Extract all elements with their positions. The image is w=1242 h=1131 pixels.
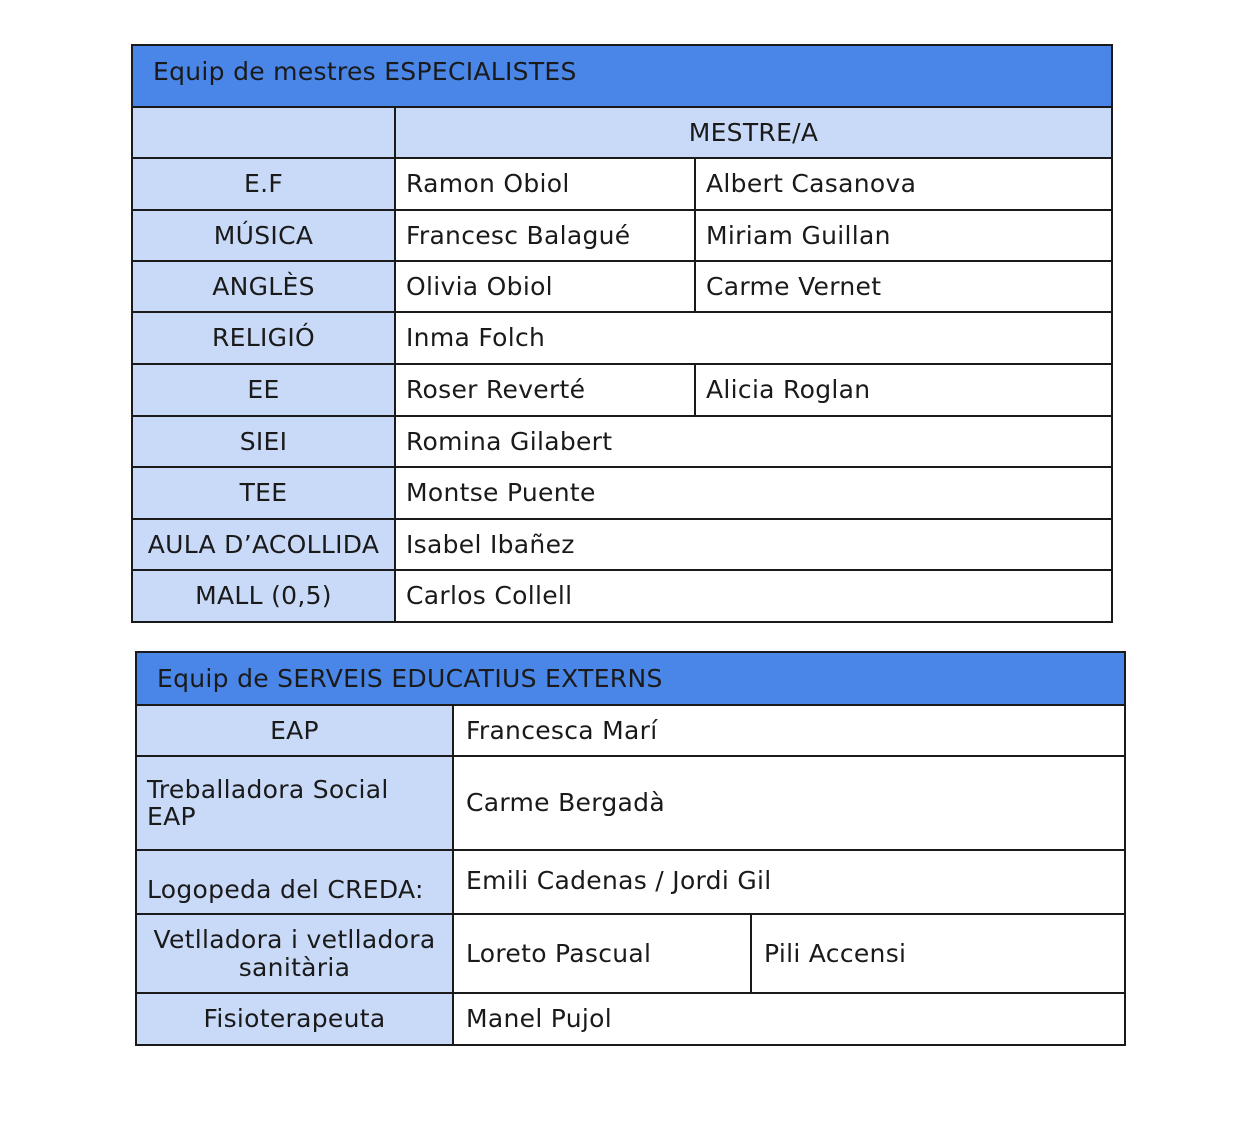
teacher-name: Olivia Obiol — [395, 261, 695, 312]
teacher-name: Inma Folch — [395, 312, 1112, 364]
person-name: Pili Accensi — [751, 914, 1125, 993]
teacher-name: Alicia Roglan — [695, 364, 1112, 416]
table-row — [132, 158, 1112, 210]
table-row — [136, 756, 1125, 850]
service-label: Fisioterapeuta — [136, 993, 453, 1045]
table-row — [132, 312, 1112, 364]
service-label: Logopeda del CREDA: — [136, 850, 453, 914]
especialistes-table — [131, 44, 1113, 623]
externs-table — [135, 651, 1126, 1046]
table-row — [132, 210, 1112, 261]
teacher-name: Romina Gilabert — [395, 416, 1112, 467]
service-label: EAP — [136, 705, 453, 756]
subject-label: MALL (0,5) — [132, 570, 395, 622]
subject-label: SIEI — [132, 416, 395, 467]
service-label: Treballadora Social EAP — [136, 756, 453, 850]
subject-label: ANGLÈS — [132, 261, 395, 312]
table-row — [132, 467, 1112, 519]
subject-label: AULA D’ACOLLIDA — [132, 519, 395, 570]
table-row — [136, 993, 1125, 1045]
subject-label: MÚSICA — [132, 210, 395, 261]
teacher-name: Carme Vernet — [695, 261, 1112, 312]
header-empty-cell — [132, 107, 395, 158]
teacher-name: Roser Reverté — [395, 364, 695, 416]
table-row — [132, 261, 1112, 312]
subject-label: TEE — [132, 467, 395, 519]
teacher-name: Miriam Guillan — [695, 210, 1112, 261]
subject-label: E.F — [132, 158, 395, 210]
subject-label: EE — [132, 364, 395, 416]
externs-title: Equip de SERVEIS EDUCATIUS EXTERNS — [136, 652, 1125, 705]
teacher-name: Albert Casanova — [695, 158, 1112, 210]
teacher-name: Ramon Obiol — [395, 158, 695, 210]
table-row — [136, 850, 1125, 914]
teacher-name: Montse Puente — [395, 467, 1112, 519]
person-name: Loreto Pascual — [453, 914, 751, 993]
person-name: Manel Pujol — [453, 993, 1125, 1045]
person-name: Emili Cadenas / Jordi Gil — [453, 850, 1125, 914]
teacher-name: Francesc Balagué — [395, 210, 695, 261]
service-label: Vetlladora i vetlladora sanitària — [136, 914, 453, 993]
especialistes-title: Equip de mestres ESPECIALISTES — [132, 45, 1112, 107]
teacher-name: Isabel Ibañez — [395, 519, 1112, 570]
table-row — [132, 364, 1112, 416]
teacher-name: Carlos Collell — [395, 570, 1112, 622]
table-row — [136, 914, 1125, 993]
table-row — [132, 570, 1112, 622]
table-row — [132, 416, 1112, 467]
subject-label: RELIGIÓ — [132, 312, 395, 364]
table-row — [136, 705, 1125, 756]
table-row — [132, 519, 1112, 570]
person-name: Francesca Marí — [453, 705, 1125, 756]
person-name: Carme Bergadà — [453, 756, 1125, 850]
mestre-column-header: MESTRE/A — [395, 107, 1112, 158]
